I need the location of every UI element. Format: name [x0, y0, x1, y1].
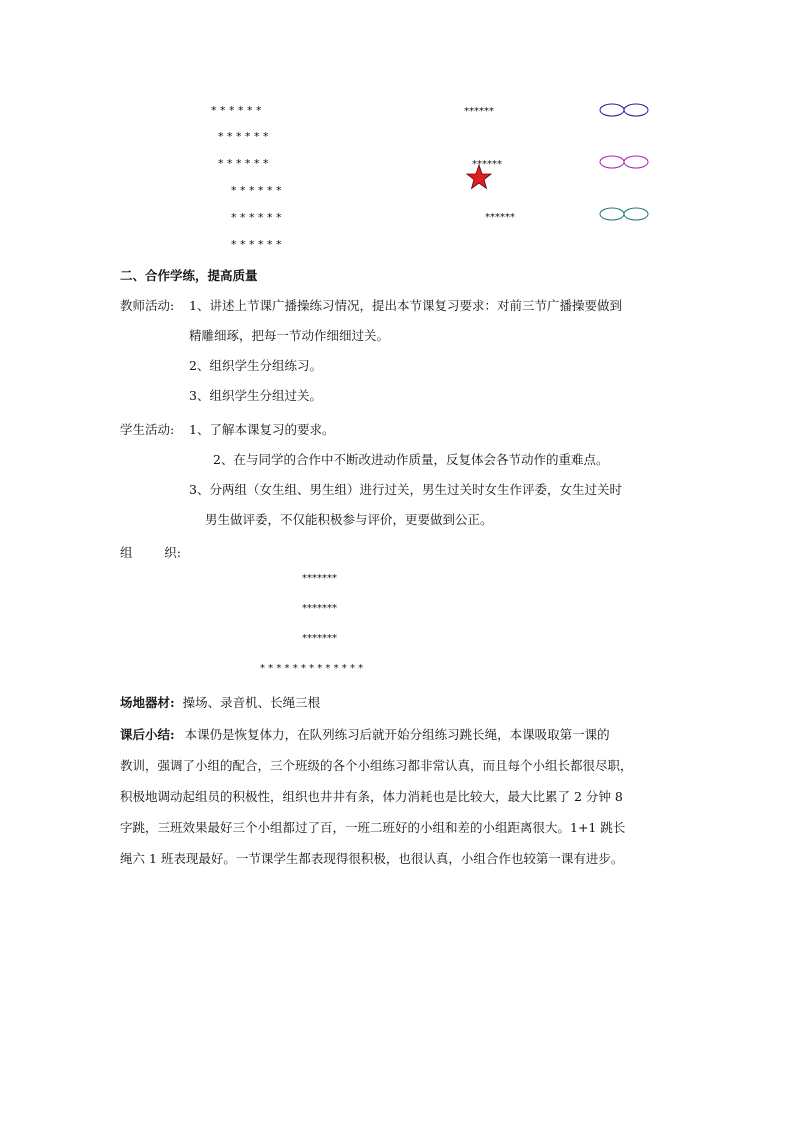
summary-text: 本课仍是恢复体力，在队列练习后就开始分组练习跳长绳，本课吸取第一课的 — [184, 727, 610, 742]
equipment-label: 场地器材: — [120, 695, 175, 710]
formation-row: * * * * * * — [218, 130, 269, 143]
jump-rope-icon — [598, 154, 652, 170]
formation-row: * * * * * * — [231, 211, 282, 224]
group-label: ****** — [464, 106, 494, 117]
teacher-label: 教师活动: — [120, 298, 175, 313]
formation-row: * * * * * * — [218, 157, 269, 170]
group-label: ****** — [472, 159, 502, 170]
student-item: 男生做评委，不仅能积极参与评价，更要做到公正。 — [205, 512, 493, 527]
equipment-value: 操场、录音机、长绳三根 — [182, 695, 321, 710]
formation-row: * * * * * * — [231, 238, 282, 251]
jump-rope-icon — [598, 206, 652, 222]
student-label: 学生活动: — [120, 422, 175, 437]
teacher-item: 2、组织学生分组练习。 — [189, 358, 322, 373]
summary-text: 字跳，三班效果最好三个小组都过了百，一班二班好的小组和差的小组距离很大。1+1 跳长 — [120, 820, 626, 835]
summary-text: 积极地调动起组员的积极性，组织也井井有条，体力消耗也是比较大，最大比累了 2 分钟 8 — [120, 789, 623, 804]
student-item: 2、在与同学的合作中不断改进动作质量，反复体会各节动作的重难点。 — [213, 452, 609, 467]
formation-row: * * * * * * — [231, 184, 282, 197]
teacher-item: 精雕细琢，把每一节动作细细过关。 — [189, 328, 390, 343]
equipment-line — [120, 693, 320, 711]
formation-row: * * * * * * — [211, 104, 262, 117]
summary-line — [120, 725, 610, 743]
student-item: 1、了解本课复习的要求。 — [189, 422, 335, 437]
teacher-item: 1、讲述上节课广播操练习情况，提出本节课复习要求：对前三节广播操要做到 — [189, 298, 622, 313]
student-item: 3、分两组（女生组、男生组）进行过关，男生过关时女生作评委，女生过关时 — [189, 482, 622, 497]
summary-label: 课后小结: — [120, 727, 175, 742]
formation-row: ******* — [302, 603, 337, 614]
section-heading: 二、合作学练，提高质量 — [120, 268, 258, 283]
formation-row: ******* — [302, 633, 337, 644]
teacher-item: 3、组织学生分组过关。 — [189, 388, 322, 403]
organization-label: 组 织: — [120, 545, 181, 560]
summary-text: 教训，强调了小组的配合，三个班级的各个小组练习都非常认真，而且每个小组长都很尽职， — [120, 758, 633, 773]
summary-text: 绳六 1 班表现最好。一节课学生都表现得很积极，也很认真，小组合作也较第一课有进步。 — [120, 851, 624, 866]
teacher-star-icon — [466, 164, 492, 190]
formation-row: * * * * * * * * * * * * * — [260, 663, 364, 674]
formation-row: ******* — [302, 573, 337, 584]
jump-rope-icon — [598, 102, 652, 118]
group-label: ****** — [485, 212, 515, 223]
